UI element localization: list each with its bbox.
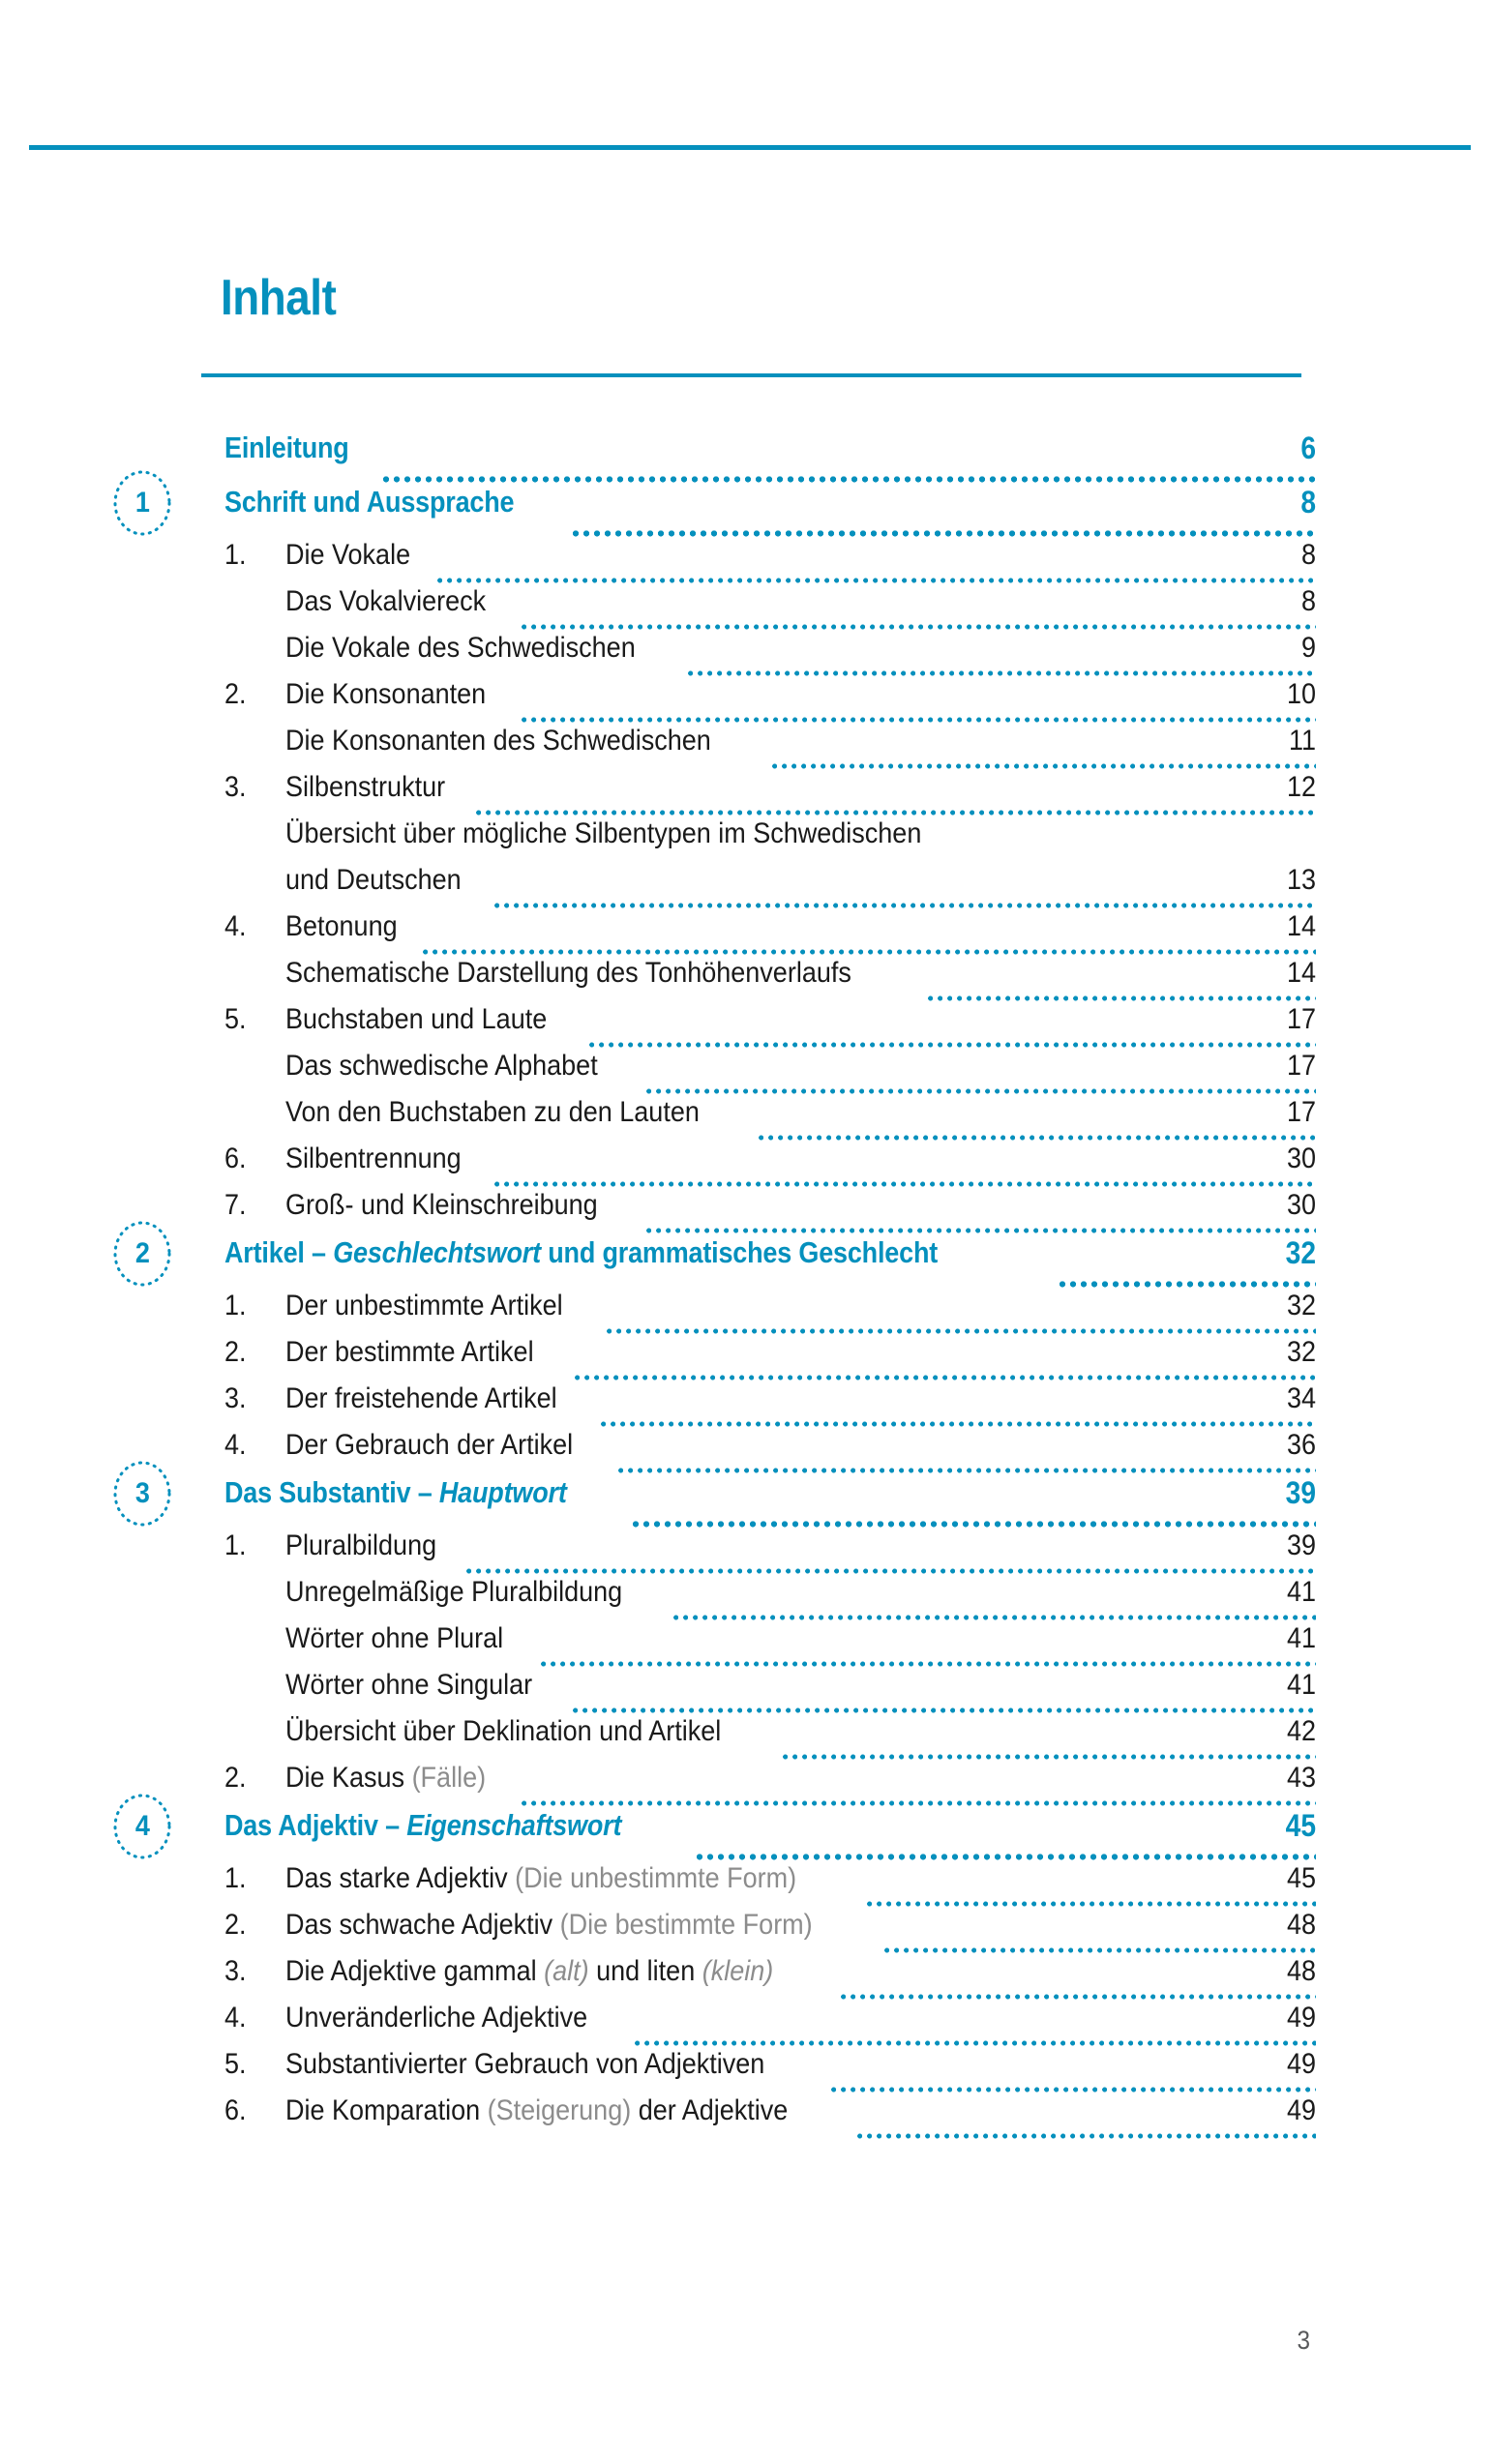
entry-label: Übersicht über Deklination und Artikel bbox=[285, 1715, 722, 1747]
entry-label: Schrift und Aussprache bbox=[224, 485, 515, 519]
toc-list bbox=[0, 430, 1493, 2141]
entry-page-number: 30 bbox=[1286, 1189, 1316, 1221]
entry-page-number: 17 bbox=[1286, 1003, 1316, 1035]
entry-label: Schematische Darstellung des Tonhöhenverlaufs bbox=[285, 957, 851, 989]
dot-leader bbox=[867, 1901, 1316, 1907]
entry-label: Das starke Adjektiv (Die unbestimmte Form) bbox=[285, 1862, 797, 1894]
entry-number: 2. bbox=[224, 1336, 247, 1368]
dot-leader bbox=[618, 1468, 1316, 1473]
entry-page-number: 48 bbox=[1286, 1955, 1316, 1987]
toc-entry-row[interactable] bbox=[0, 1382, 1493, 1429]
entry-page-number: 14 bbox=[1286, 910, 1316, 942]
dot-leader bbox=[673, 1615, 1316, 1620]
entry-number: 1. bbox=[224, 1290, 247, 1321]
dot-leader bbox=[437, 578, 1316, 583]
dot-leader bbox=[831, 2087, 1316, 2093]
entry-label: Substantivierter Gebrauch von Adjektiven bbox=[285, 2048, 765, 2080]
entry-number: 4. bbox=[224, 2002, 247, 2034]
entry-label: Pluralbildung bbox=[285, 1529, 437, 1561]
entry-label: Der unbestimmte Artikel bbox=[285, 1290, 563, 1321]
dot-leader bbox=[522, 624, 1316, 630]
entry-page-number: 41 bbox=[1286, 1669, 1316, 1701]
dot-leader bbox=[633, 1521, 1316, 1528]
toc-entry-row[interactable] bbox=[0, 2094, 1493, 2141]
top-rule bbox=[29, 145, 1471, 150]
entry-label: Groß- und Kleinschreibung bbox=[285, 1189, 598, 1221]
entry-page-number: 11 bbox=[1288, 725, 1316, 757]
dot-leader bbox=[646, 1228, 1316, 1233]
toc-chapter-row[interactable] bbox=[0, 1235, 1493, 1290]
entry-number: 5. bbox=[224, 2048, 247, 2080]
entry-page-number: 49 bbox=[1286, 2048, 1316, 2080]
entry-page-number: 43 bbox=[1286, 1762, 1316, 1794]
entry-page-number: 12 bbox=[1286, 771, 1316, 803]
chapter-number-badge bbox=[112, 1460, 172, 1528]
toc-intro-row[interactable] bbox=[0, 430, 1493, 485]
dot-leader bbox=[884, 1947, 1316, 1953]
entry-page-number: 8 bbox=[1300, 585, 1316, 617]
entry-page-number: 39 bbox=[1286, 1529, 1316, 1561]
dot-leader bbox=[575, 1375, 1316, 1380]
chapter-number: 1 bbox=[134, 487, 150, 519]
entry-label: Silbentrennung bbox=[285, 1143, 462, 1174]
entry-number: 2. bbox=[224, 678, 247, 710]
toc-entry-row[interactable] bbox=[0, 725, 1493, 771]
dot-leader bbox=[573, 1707, 1316, 1713]
entry-number: 2. bbox=[224, 1762, 247, 1794]
title-underline bbox=[201, 373, 1301, 377]
dot-leader bbox=[688, 670, 1316, 676]
toc-entry-row[interactable] bbox=[0, 1429, 1493, 1475]
entry-page-number: 13 bbox=[1286, 864, 1316, 896]
dot-leader bbox=[783, 1754, 1316, 1760]
entry-page-number: 48 bbox=[1286, 1909, 1316, 1941]
entry-page-number: 45 bbox=[1285, 1808, 1316, 1843]
entry-label: Silbenstruktur bbox=[285, 771, 446, 803]
entry-label: Artikel – Geschlechtswort und grammatisches Geschlecht bbox=[224, 1235, 939, 1269]
dot-leader bbox=[383, 476, 1316, 483]
toc-entry-row[interactable] bbox=[0, 1290, 1493, 1336]
entry-page-number: 32 bbox=[1286, 1336, 1316, 1368]
entry-page-number: 49 bbox=[1286, 2002, 1316, 2034]
entry-page-number: 30 bbox=[1286, 1143, 1316, 1174]
toc-entry-row[interactable] bbox=[0, 1189, 1493, 1235]
toc-entry-row[interactable] bbox=[0, 2002, 1493, 2048]
dot-leader bbox=[494, 1181, 1316, 1187]
page-folio: 3 bbox=[1297, 2326, 1310, 2355]
entry-label: Übersicht über mögliche Silbentypen im Schwedischen bbox=[285, 817, 922, 849]
entry-page-number: 8 bbox=[1300, 539, 1316, 571]
toc-entry-row[interactable] bbox=[0, 1576, 1493, 1622]
entry-number: 1. bbox=[224, 1529, 247, 1561]
entry-number: 3. bbox=[224, 771, 247, 803]
entry-page-number: 42 bbox=[1286, 1715, 1316, 1747]
toc-entry-row[interactable] bbox=[0, 1955, 1493, 2002]
entry-label: Die Vokale des Schwedischen bbox=[285, 632, 636, 664]
entry-page-number: 17 bbox=[1286, 1050, 1316, 1082]
toc-chapter-row[interactable] bbox=[0, 1475, 1493, 1529]
toc-entry-row[interactable] bbox=[0, 1529, 1493, 1576]
entry-label: Das Vokalviereck bbox=[285, 585, 487, 617]
entry-number: 1. bbox=[224, 1862, 247, 1894]
entry-page-number: 34 bbox=[1286, 1382, 1316, 1414]
entry-label: Die Kasus (Fälle) bbox=[285, 1762, 487, 1794]
entry-label: Unveränderliche Adjektive bbox=[285, 2002, 588, 2034]
entry-label: Das Adjektiv – Eigenschaftswort bbox=[224, 1808, 622, 1842]
page-title: Inhalt bbox=[221, 270, 337, 326]
dot-leader bbox=[494, 903, 1316, 908]
chapter-number-badge bbox=[112, 469, 172, 537]
dot-leader bbox=[466, 1568, 1316, 1574]
entry-label: Die Konsonanten bbox=[285, 678, 487, 710]
entry-page-number: 9 bbox=[1300, 632, 1316, 664]
entry-page-number: 39 bbox=[1285, 1475, 1316, 1510]
toc-chapter-row[interactable] bbox=[0, 485, 1493, 539]
entry-label: Das Substantiv – Hauptwort bbox=[224, 1475, 567, 1509]
toc-entry-row[interactable] bbox=[0, 771, 1493, 817]
dot-leader bbox=[607, 1328, 1316, 1334]
dot-leader bbox=[1060, 1281, 1316, 1288]
entry-label: Das schwache Adjektiv (Die bestimmte Form) bbox=[285, 1909, 813, 1941]
entry-label: Der freistehende Artikel bbox=[285, 1382, 557, 1414]
toc-entry-row[interactable] bbox=[0, 585, 1493, 632]
entry-page-number: 32 bbox=[1285, 1235, 1316, 1270]
dot-leader bbox=[522, 1800, 1316, 1806]
entry-page-number: 6 bbox=[1300, 430, 1316, 465]
entry-label: Buchstaben und Laute bbox=[285, 1003, 548, 1035]
entry-label: Die Adjektive gammal (alt) und liten (klein) bbox=[285, 1955, 774, 1987]
toc-entry-row[interactable] bbox=[0, 864, 1493, 910]
chapter-number: 3 bbox=[134, 1477, 150, 1509]
toc-entry-row[interactable] bbox=[0, 1909, 1493, 1955]
entry-page-number: 41 bbox=[1286, 1576, 1316, 1608]
dot-leader bbox=[541, 1661, 1316, 1667]
entry-label: Die Komparation (Steigerung) der Adjektive bbox=[285, 2094, 789, 2126]
toc-entry-row[interactable] bbox=[0, 1715, 1493, 1762]
entry-page-number: 17 bbox=[1286, 1096, 1316, 1128]
dot-leader bbox=[841, 1994, 1316, 2000]
toc-entry-row[interactable] bbox=[0, 1669, 1493, 1715]
entry-number: 6. bbox=[224, 1143, 247, 1174]
entry-number: 4. bbox=[224, 910, 247, 942]
entry-number: 5. bbox=[224, 1003, 247, 1035]
dot-leader bbox=[573, 530, 1316, 537]
dot-leader bbox=[522, 717, 1316, 723]
entry-number: 4. bbox=[224, 1429, 247, 1461]
toc-entry-row[interactable] bbox=[0, 817, 1493, 864]
toc-entry-row[interactable] bbox=[0, 910, 1493, 957]
toc-entry-row[interactable] bbox=[0, 1622, 1493, 1669]
entry-page-number: 8 bbox=[1300, 485, 1316, 520]
entry-page-number: 49 bbox=[1286, 2094, 1316, 2126]
toc-entry-row[interactable] bbox=[0, 1003, 1493, 1050]
dot-leader bbox=[601, 1421, 1316, 1427]
toc-entry-row[interactable] bbox=[0, 957, 1493, 1003]
entry-number: 1. bbox=[224, 539, 247, 571]
entry-label: und Deutschen bbox=[285, 864, 462, 896]
entry-page-number: 41 bbox=[1286, 1622, 1316, 1654]
toc-entry-row[interactable] bbox=[0, 678, 1493, 725]
chapter-number: 4 bbox=[134, 1810, 150, 1842]
dot-leader bbox=[857, 2133, 1316, 2139]
entry-page-number: 10 bbox=[1286, 678, 1316, 710]
entry-number: 3. bbox=[224, 1955, 247, 1987]
entry-label: Die Konsonanten des Schwedischen bbox=[285, 725, 711, 757]
toc-entry-row[interactable] bbox=[0, 1143, 1493, 1189]
dot-leader bbox=[772, 763, 1316, 769]
dot-leader bbox=[589, 1042, 1316, 1048]
entry-number: 7. bbox=[224, 1189, 247, 1221]
entry-label: Einleitung bbox=[224, 430, 349, 464]
dot-leader bbox=[635, 2040, 1316, 2046]
toc-entry-row[interactable] bbox=[0, 1762, 1493, 1808]
toc-chapter-row[interactable] bbox=[0, 1808, 1493, 1862]
toc-entry-row[interactable] bbox=[0, 1096, 1493, 1143]
toc-entry-row[interactable] bbox=[0, 539, 1493, 585]
entry-number: 2. bbox=[224, 1909, 247, 1941]
toc-entry-row[interactable] bbox=[0, 1862, 1493, 1909]
dot-leader bbox=[697, 1854, 1316, 1860]
chapter-number: 2 bbox=[134, 1237, 150, 1269]
entry-label: Der Gebrauch der Artikel bbox=[285, 1429, 574, 1461]
entry-label: Wörter ohne Plural bbox=[285, 1622, 504, 1654]
dot-leader bbox=[476, 810, 1316, 816]
entry-label: Wörter ohne Singular bbox=[285, 1669, 533, 1701]
entry-label: Das schwedische Alphabet bbox=[285, 1050, 598, 1082]
entry-label: Unregelmäßige Pluralbildung bbox=[285, 1576, 623, 1608]
entry-label: Der bestimmte Artikel bbox=[285, 1336, 534, 1368]
dot-leader bbox=[759, 1135, 1316, 1141]
toc-entry-row[interactable] bbox=[0, 1336, 1493, 1382]
toc-entry-row[interactable] bbox=[0, 1050, 1493, 1096]
entry-page-number: 45 bbox=[1286, 1862, 1316, 1894]
entry-number: 6. bbox=[224, 2094, 247, 2126]
toc-entry-row[interactable] bbox=[0, 632, 1493, 678]
dot-leader bbox=[423, 949, 1316, 955]
dot-leader bbox=[1005, 856, 1316, 862]
entry-label: Die Vokale bbox=[285, 539, 411, 571]
chapter-number-badge bbox=[112, 1220, 172, 1288]
toc-entry-row[interactable] bbox=[0, 2048, 1493, 2094]
entry-page-number: 36 bbox=[1286, 1429, 1316, 1461]
entry-page-number: 14 bbox=[1286, 957, 1316, 989]
entry-page-number: 32 bbox=[1286, 1290, 1316, 1321]
dot-leader bbox=[928, 995, 1316, 1001]
entry-label: Von den Buchstaben zu den Lauten bbox=[285, 1096, 700, 1128]
chapter-number-badge bbox=[112, 1793, 172, 1860]
entry-number: 3. bbox=[224, 1382, 247, 1414]
dot-leader bbox=[646, 1088, 1316, 1094]
entry-label: Betonung bbox=[285, 910, 398, 942]
